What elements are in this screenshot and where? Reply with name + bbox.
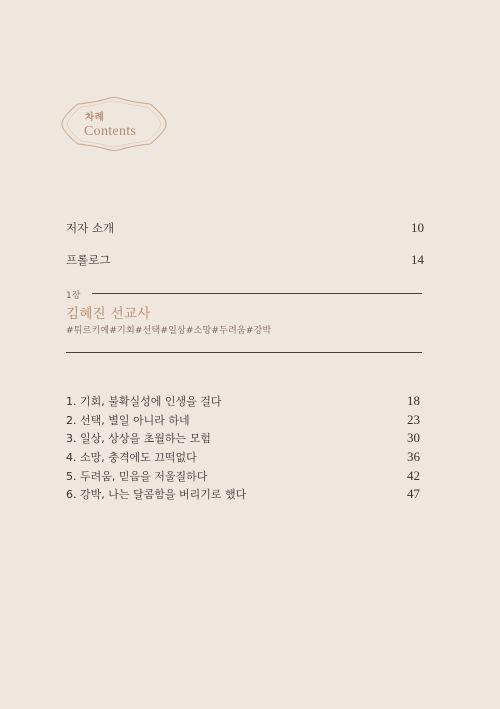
badge-english-label: Contents (84, 124, 137, 139)
entry-title: 4. 소망, 충격에도 끄떡없다 (66, 451, 197, 465)
front-matter-item[interactable] (66, 212, 424, 244)
chapter-tags: #튀르키예#기회#선택#일상#소망#두려움#강박 (66, 326, 272, 336)
contents-entry[interactable] (66, 392, 422, 411)
entry-page: 18 (407, 393, 420, 409)
chapter-contents-list (66, 392, 422, 504)
entry-title: 2. 선택, 별일 아니라 하네 (66, 413, 190, 427)
chapter-rule-bottom (66, 352, 422, 353)
front-matter-title: 프롤로그 (66, 253, 111, 267)
entry-page: 47 (407, 486, 420, 502)
badge-korean-label: 차례 (85, 112, 105, 123)
contents-entry[interactable] (66, 466, 422, 485)
front-matter-title: 저자 소개 (66, 221, 115, 235)
chapter-number: 1장 (66, 291, 81, 301)
front-matter-item[interactable] (66, 244, 424, 276)
entry-title: 1. 기회, 불확실성에 인생을 걸다 (66, 395, 222, 409)
entry-page: 36 (407, 449, 420, 465)
chapter-title: 김혜진 선교사 (66, 306, 151, 322)
entry-title: 6. 강박, 나는 달콤함을 버리기로 했다 (66, 488, 247, 502)
contents-badge (58, 96, 170, 152)
contents-entry[interactable] (66, 411, 422, 430)
entry-page: 42 (407, 467, 420, 483)
contents-entry[interactable] (66, 429, 422, 448)
front-matter-page: 10 (411, 220, 424, 235)
contents-entry[interactable] (66, 485, 422, 504)
chapter-rule-top (92, 293, 422, 294)
entry-page: 30 (407, 430, 420, 446)
front-matter-page: 14 (411, 252, 424, 267)
entry-title: 3. 일상, 상상을 초월하는 모험 (66, 432, 211, 446)
front-matter-list (66, 212, 424, 276)
contents-entry[interactable] (66, 448, 422, 467)
entry-page: 23 (407, 411, 420, 427)
entry-title: 5. 두려움, 믿음을 저울질하다 (66, 469, 208, 483)
